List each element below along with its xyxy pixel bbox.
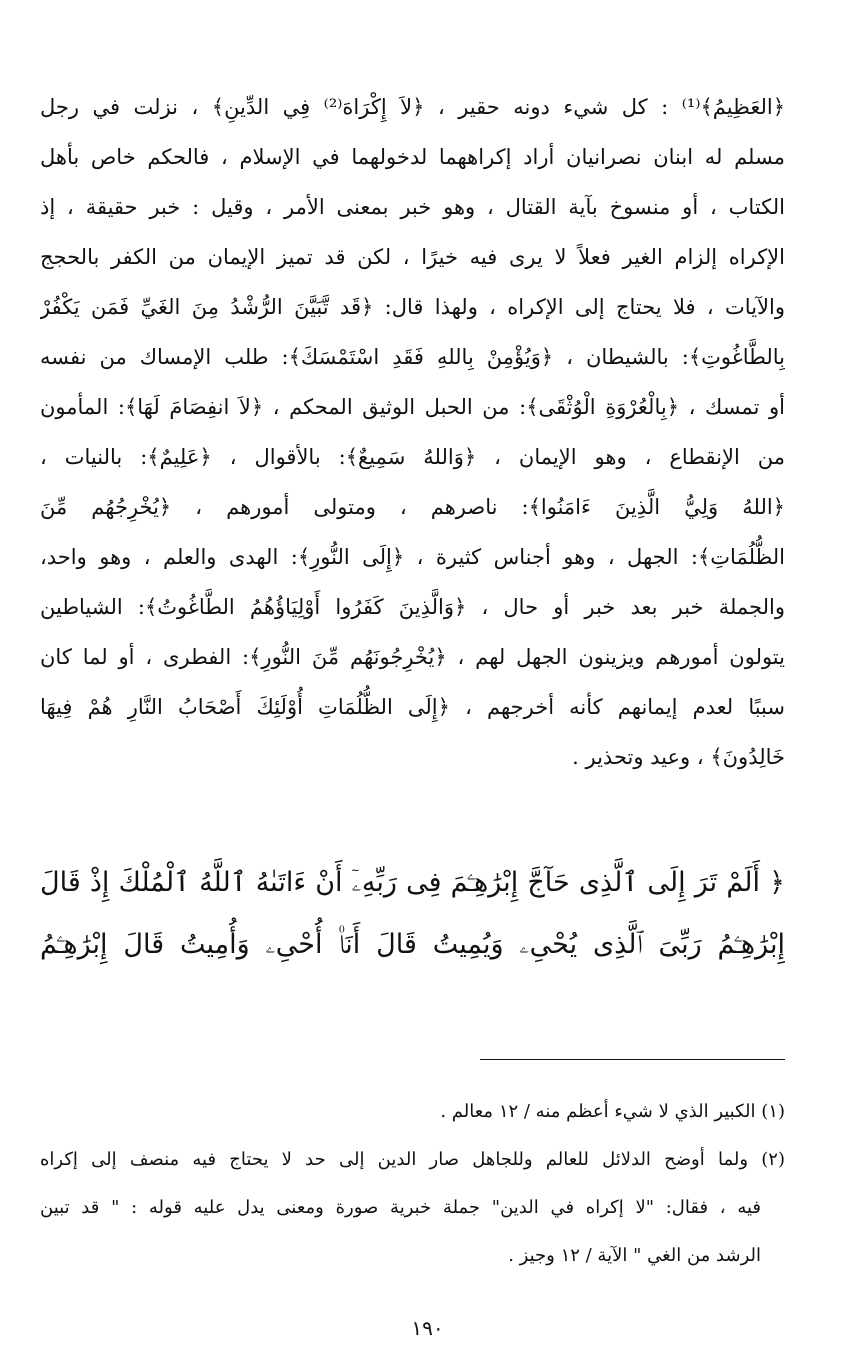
footnote-1: (١) الكبير الذي لا شيء أعظم منه / ١٢ معالم . — [440, 1101, 785, 1122]
text-line: خَالِدُونَ﴾ ، وعيد وتحذير . — [572, 745, 785, 769]
text-line: مسلم له ابنان نصرانيان أراد إكراههما لدخولهما في الإسلام ، فالحكم خاص بأهل — [40, 145, 785, 169]
verse-line: ﴿ أَلَمْ تَرَ إِلَى ٱلَّذِى حَآجَّ إِبْرَٰهِـۧمَ فِى رَبِّهِۦٓ أَنْ ءَاتَىٰهُ ٱللَّهُ ٱلْمُلْكَ إِذْ قَالَ — [40, 867, 785, 898]
text-line: الكتاب ، أو منسوخ بآية القتال ، وهو خبر بمعنى الأمر ، وقيل : خبر حقيقة ، إذ — [40, 195, 785, 219]
footnotes — [40, 1088, 785, 1280]
footnote-2-line: الرشد من الغي " الآية / ١٢ وجيز . — [508, 1245, 761, 1266]
footnote-2-line: فيه ، فقال: "لا إكراه في الدين" جملة خبرية صورة ومعنى يدل عليه قوله : " قد تبين — [40, 1197, 761, 1218]
footnote-2-line: (٢) ولما أوضح الدلائل للعالم وللجاهل صار الدين إلى حد لا يحتاج فيه منصف إلى إكراه — [40, 1149, 785, 1170]
text-line: الظُّلُمَاتِ﴾: الجهل ، وهو أجناس كثيرة ، ﴿إِلَى النُّورِ﴾: الهدى والعلم ، وهو واحد، — [40, 545, 785, 569]
text-line: أو تمسك ، ﴿بِالْعُرْوَةِ الْوُثْقَى﴾: من الحبل الوثيق المحكم ، ﴿لاَ انفِصَامَ لَهَا﴾: المأمون — [40, 395, 785, 419]
text-line: سببًا لعدم إيمانهم كأنه أخرجهم ، ﴿إِلَى الظُّلُمَاتِ أُوْلَئِكَ أَصْحَابُ النَّارِ هُمْ فِيهَا — [40, 695, 785, 719]
text-line: بِالطَّاغُوتِ﴾: بالشيطان ، ﴿وَيُؤْمِنْ بِاللهِ فَقَدِ اسْتَمْسَكَ﴾: طلب الإمساك من نفسه — [40, 345, 785, 369]
quran-verse — [40, 852, 785, 976]
text-line: من الإنقطاع ، وهو الإيمان ، ﴿وَاللهُ سَمِيعٌ﴾: بالأقوال ، ﴿عَلِيمٌ﴾: بالنيات ، — [40, 445, 785, 469]
text-line: والجملة خبر بعد خبر أو حال ، ﴿وَالَّذِينَ كَفَرُوا أَوْلِيَاؤُهُمُ الطَّاغُوتُ﴾: الشياطين — [40, 595, 785, 619]
verse-line: إِبْرَٰهِـۧمُ رَبِّىَ ٱلَّذِى يُحْىِۦ وَيُمِيتُ قَالَ أَنَا۠ أُحْىِۦ وَأُمِيتُ قَالَ إِبْرَٰهِـۧمُ — [40, 929, 785, 960]
page-number: ١٩٠ — [411, 1316, 444, 1340]
tafsir-text — [40, 82, 785, 782]
text-line: والآيات ، فلا يحتاج إلى الإكراه ، ولهذا قال: ﴿قَد تَّبَيَّنَ الرُّشْدُ مِنَ الغَيِّ فَمَن يَكْفُرْ — [40, 295, 785, 319]
text-line: ﴿العَظِيمُ﴾⁽¹⁾ : كل شيء دونه حقير ، ﴿لاَ إِكْرَاهَ⁽²⁾ فِي الدِّينِ﴾ ، نزلت في رجل — [40, 95, 785, 119]
text-line: الإكراه إلزام الغير فعلاً لا يرى فيه خيرًا ، لكن قد تميز الإيمان من الكفر بالحجج — [40, 245, 785, 269]
text-line: يتولون أمورهم ويزينون الجهل لهم ، ﴿يُخْرِجُونَهُم مِّنَ النُّورِ﴾: الفطرى ، أو لما كان — [40, 645, 785, 669]
text-line: ﴿اللهُ وَلِيُّ الَّذِينَ ءَامَنُوا﴾: ناصرهم ، ومتولى أمورهم ، ﴿يُخْرِجُهُم مِّنَ — [40, 495, 785, 519]
footnote-separator — [480, 1059, 785, 1060]
